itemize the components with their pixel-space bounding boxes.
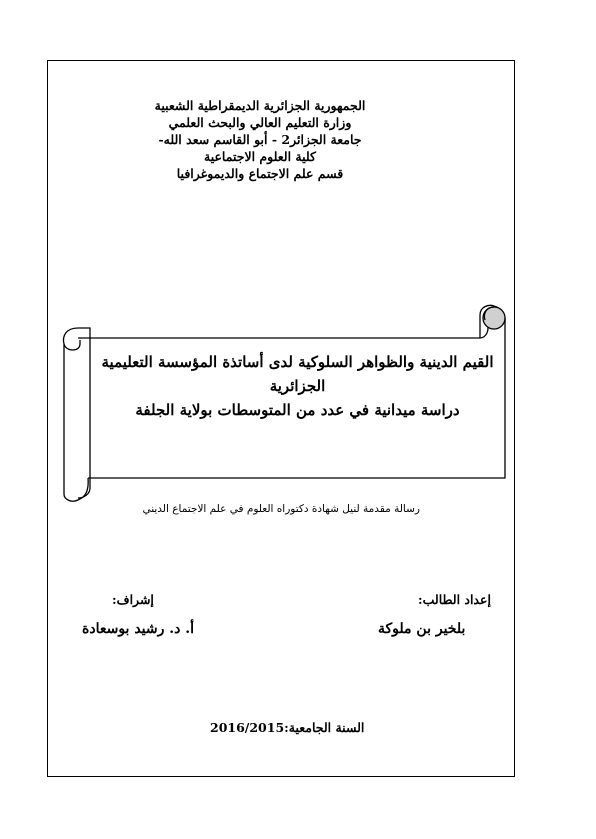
title-line-1: القيم الدينية والظواهر السلوكية لدى أساتذة المؤسسة التعليمية (101, 353, 494, 371)
header-line-republic: الجمهورية الجزائرية الديمقراطية الشعبية (154, 98, 366, 113)
thesis-note: رسالة مقدمة لنيل شهادة دكتوراه العلوم في علم الاجتماع الديني (142, 503, 420, 515)
title-line-2: الجزائرية (269, 377, 326, 395)
student-name: بلخير بن ملوكة (378, 621, 466, 637)
header-line-ministry: وزارة التعليم العالي والبحث العلمي (168, 115, 352, 130)
supervisor-label: إشراف: (112, 592, 154, 607)
thesis-title (95, 350, 500, 422)
title-line-3: دراسة ميدانية في عدد من المتوسطات بولاية الجلفة (135, 401, 460, 419)
header-line-department: قسم علم الاجتماع والديموغرافيا (176, 166, 344, 181)
student-label: إعداد الطالب: (418, 592, 491, 607)
header-line-faculty: كلية العلوم الاجتماعية (204, 149, 316, 164)
academic-year: السنة الجامعية:2016/2015 (210, 720, 365, 735)
supervisor-name: أ. د. رشيد بوسعادة (82, 621, 195, 637)
header-line-university: جامعة الجزائر2 - أبو القاسم سعد الله- (158, 132, 362, 147)
